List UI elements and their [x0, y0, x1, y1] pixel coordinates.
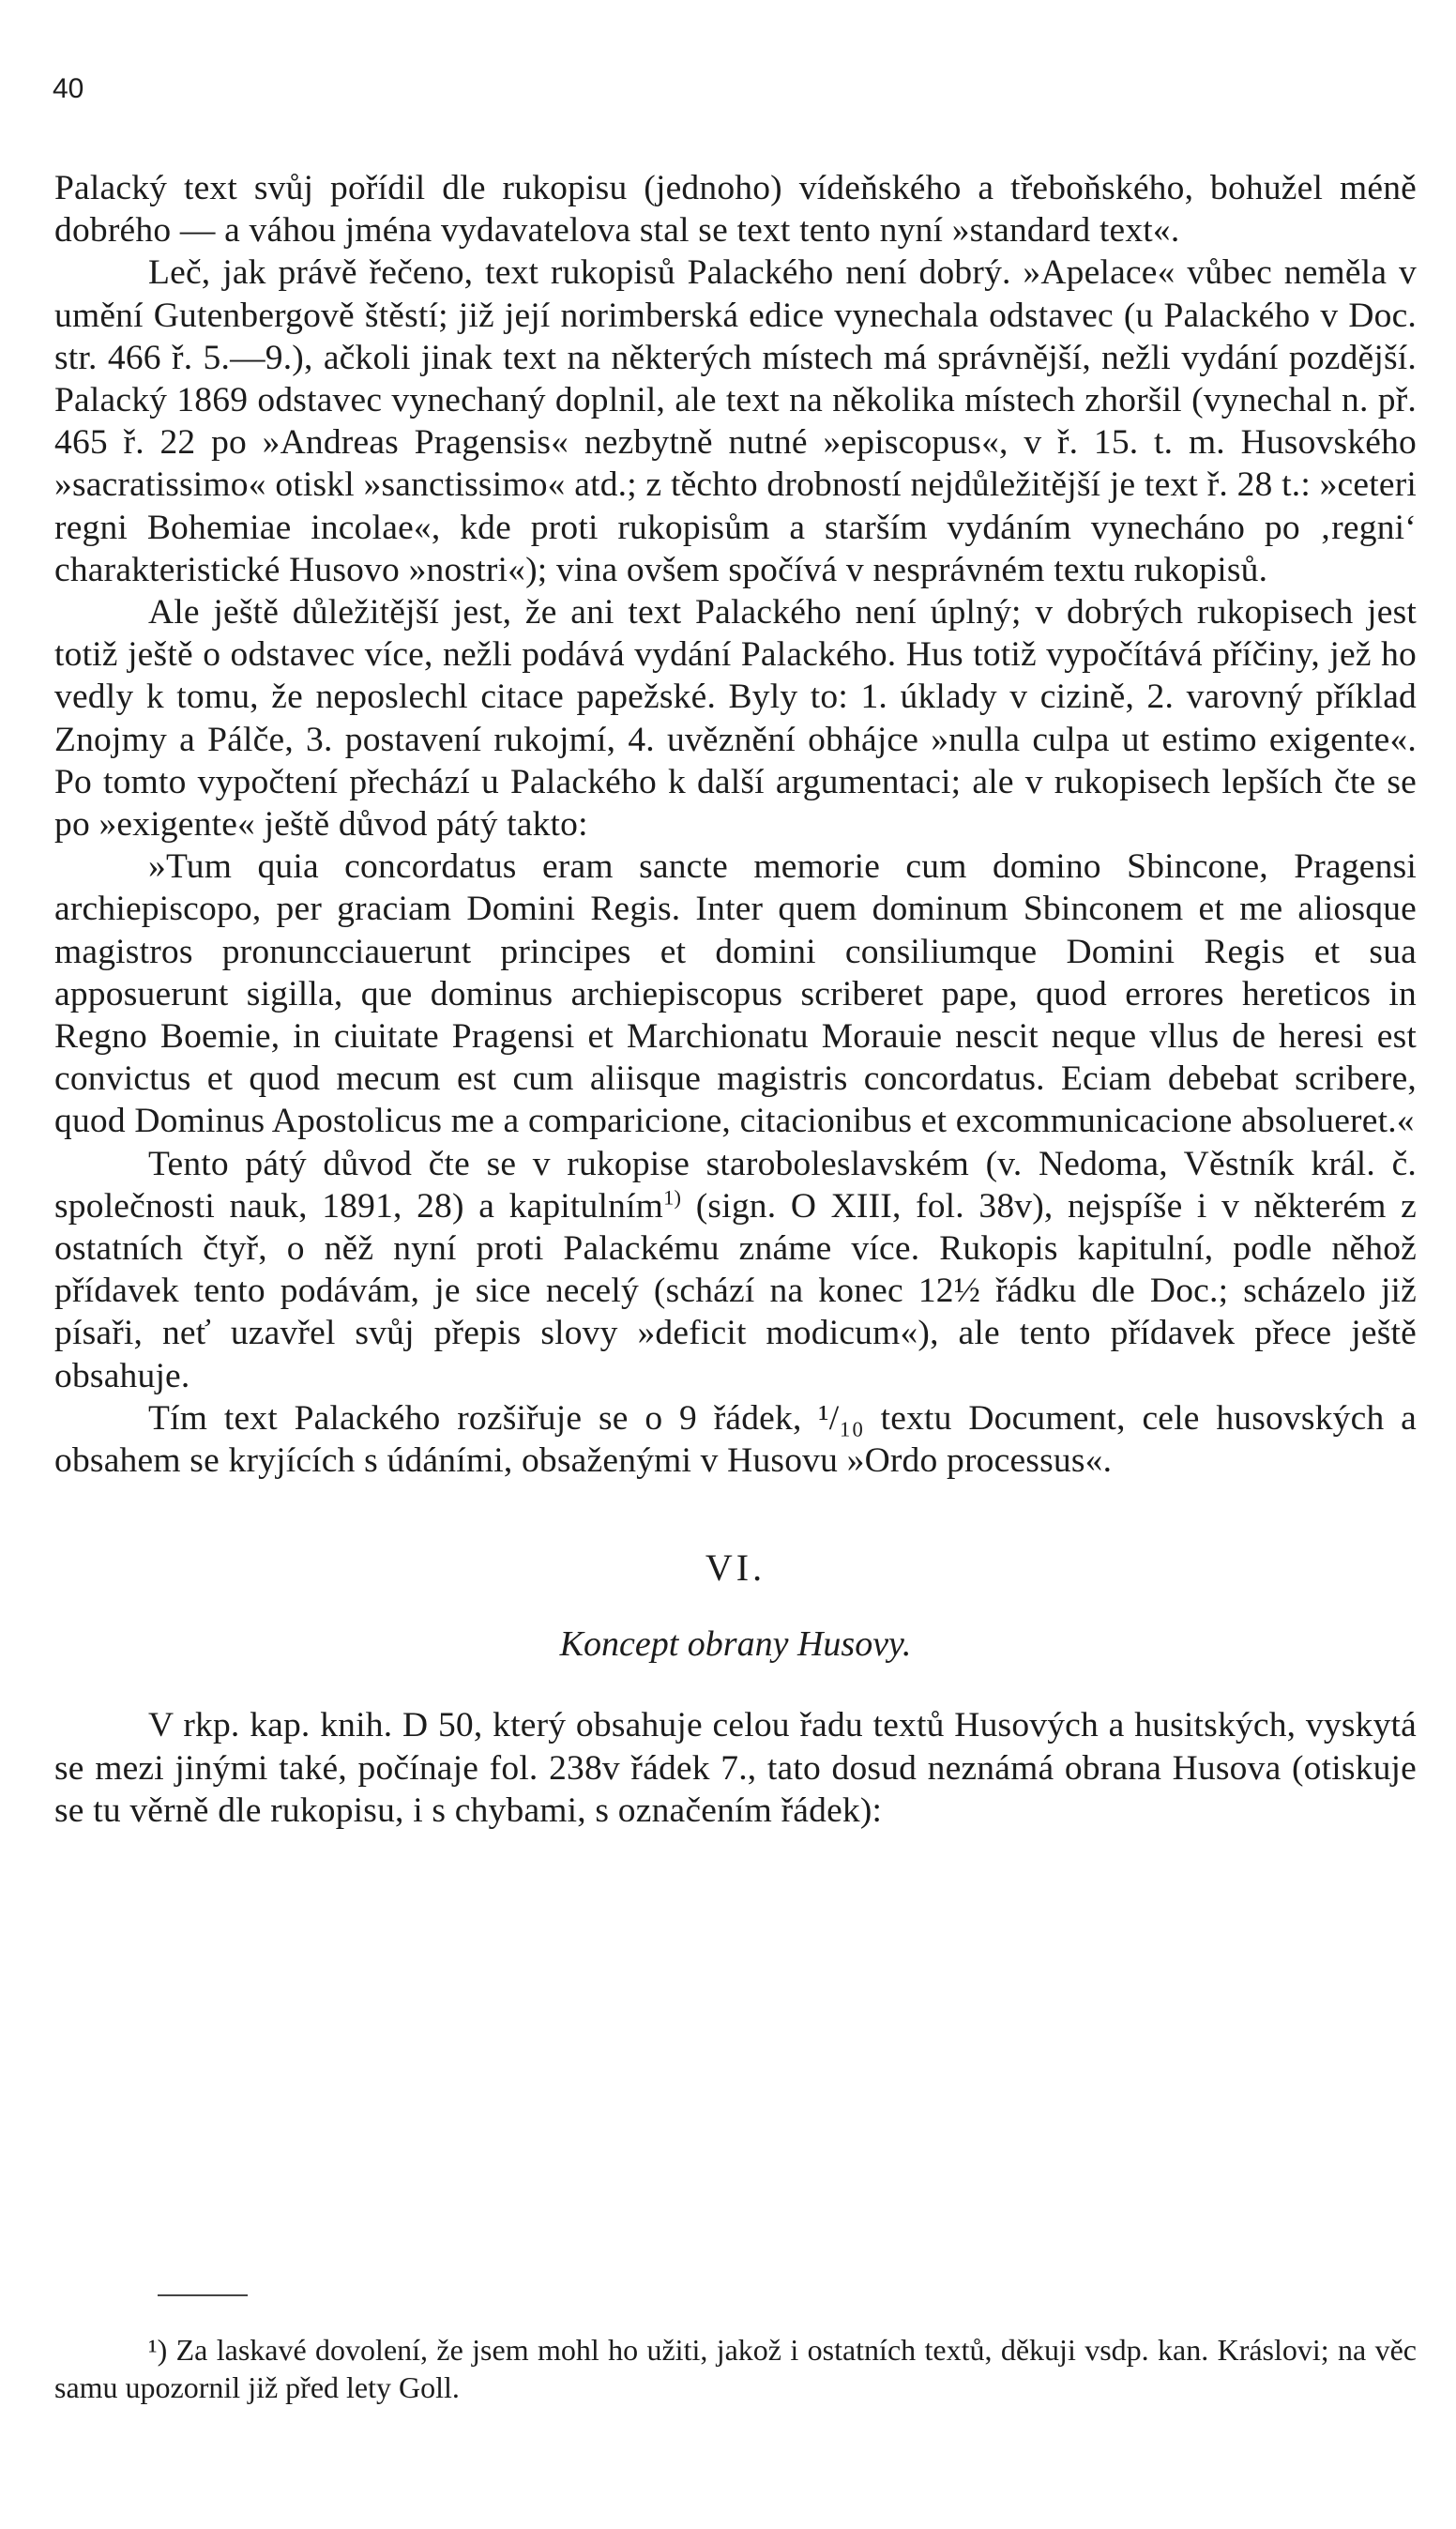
footnote-divider — [158, 2294, 248, 2296]
footnote — [54, 2331, 1417, 2406]
paragraph-6: Tím text Palackého rozšiřuje se o 9 řádek, ¹/₁₀ textu Document, cele husovských a obsahem se kryjících s údáními, obsaženými v Husovu »Ordo processus«. — [54, 1398, 1417, 1481]
paragraph-5 — [54, 1143, 1417, 1397]
page-number: 40 — [53, 73, 84, 104]
paragraph-2: Leč, jak právě řečeno, text rukopisů Palackého není dobrý. »Apelace« vůbec neměla v umění Gutenbergově štěstí; již její norimberská edice vynechala odstavec (u Palackého v Doc. str. 466 ř. 5.—9.), ačkoli jinak text na některých místech má správnější, nežli vydání pozdější. Palacký 1869 odstavec vynechaný doplnil, ale text na několika místech zhoršil (vynechal n. př. 465 ř. 22 po »Andreas Pragensis« nezbytně nutné »episcopus«, v ř. 15. t. m. Husovského »sacratissimo« otiskl »sanctissimo« atd.; z těchto drobností nejdůležitější je text ř. 28 t.: »ceteri regni Bohemiae incolae«, kde proti rukopisům a starším vydáním vynecháno po ‚regni‘ charakteristické Husovo »nostri«); vina ovšem spočívá v nesprávném textu rukopisů. — [54, 253, 1417, 589]
paragraph-1: Palacký text svůj pořídil dle rukopisu (jednoho) vídeňského a třeboňského, bohužel méně dobrého — a váhou jména vydavatelova stal se text tento nyní »standard text«. — [54, 169, 1417, 251]
section-number: VI. — [705, 1546, 766, 1590]
footnote-text: Za laskavé dovolení, že jsem mohl ho užiti, jakož i ostatních textů, děkuji vsdp. kan. Kráslovi; na věc samu upozornil již před lety Goll. — [54, 2333, 1418, 2404]
section-title: Koncept obrany Husovy. — [559, 1624, 912, 1665]
paragraph-5-end: (sign. O XIII, fol. 38v), nejspíše i v některém z ostatních čtyř, o něž nyní proti Palackému známe více. Rukopis kapitulní, podle něhož přídavek tento podávám, je sice necelý (schází na konec 12½ řádku dle Doc.; scházelo již písaři, neť uzavřel svůj přepis slovy »deficit modicum«), ale tento přídavek přece ještě obsahuje. — [54, 1186, 1417, 1395]
footnote-marker: ¹) — [148, 2333, 168, 2367]
footnote-reference: 1) — [663, 1185, 682, 1210]
latin-quote: »Tum quia concordatus eram sancte memorie cum domino Sbincone, Pragensi archiepiscopo, per graciam Domini Regis. Inter quem dominum Sbinconem et me aliosque magistros pronuncciauerunt principes et domini consiliumque Domini Regis et sua apposuerunt sigilla, que dominus archiepiscopus scriberet pape, quod errores hereticos in Regno Boemie, in ciuitate Pragensi et Marchionatu Morauie nescit neque vllus de heresi est convictus et quod mecum est cum aliisque magistris concordatus. Eciam debebat scribere, quod Dominus Apostolicus me a comparicione, citacionibus et excommunicacione absolueret.« — [54, 847, 1417, 1141]
paragraph-3: Ale ještě důležitější jest, že ani text Palackého není úplný; v dobrých rukopisech jest totiž ještě o odstavec více, nežli podává vydání Palackého. Hus totiž vypočítává příčiny, jež ho vedly k tomu, že neposlechl citace papežské. Byly to: 1. úklady v cizině, 2. varovný příklad Znojmy a Pálče, 3. postavení rukojmí, 4. uvěznění obhájce »nulla culpa ut estimo exigente«. Po tomto vypočtení přechází u Palackého k další argumentaci; ale v rukopisech lepších čte se po »exigente« ještě důvod pátý takto: — [54, 593, 1417, 845]
body-text — [54, 167, 1417, 1832]
paragraph-5-start: Tento pátý důvod čte se v rukopise staroboleslavském (v. Nedoma, Věstník král. č. společnosti nauk, 1891, 28) a kapitulním — [54, 1144, 1417, 1226]
paragraph-7: V rkp. kap. knih. D 50, který obsahuje celou řadu textů Husových a husitských, vyskytá se mezi jinými také, počínaje fol. 238v řádek 7., tato dosud neznámá obrana Husova (otiskuje se tu věrně dle rukopisu, i s chybami, s označením řádek): — [54, 1706, 1417, 1830]
